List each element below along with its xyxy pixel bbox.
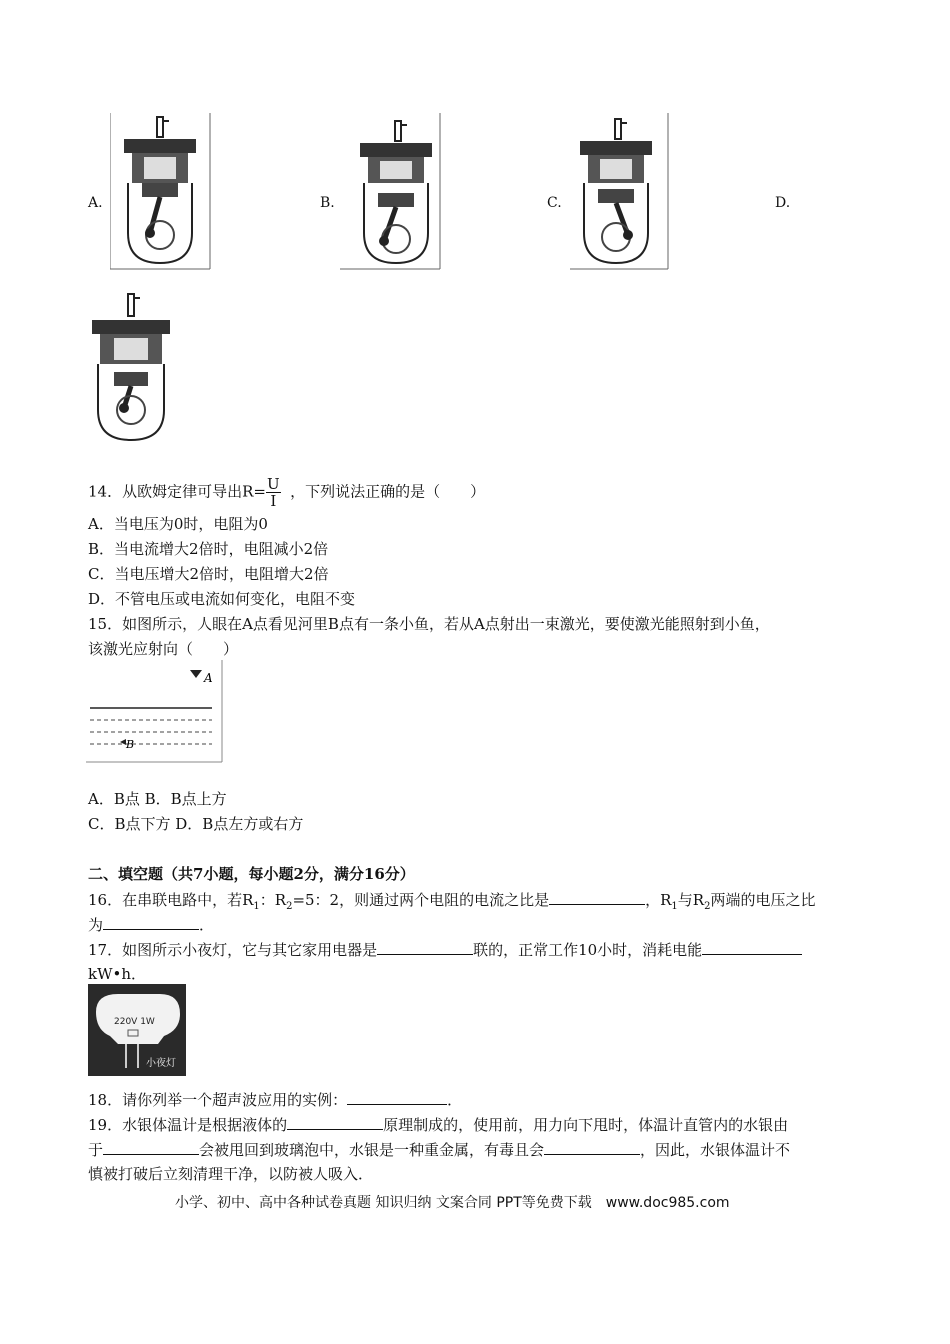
q14-stem-suffix: ，下列说法正确的是（ ） bbox=[290, 482, 486, 501]
q15-stem-line2: 该激光应射向（ ） bbox=[88, 640, 239, 658]
q15-options-line1: A．B点 B．B点上方 bbox=[88, 790, 227, 808]
q17-line1 bbox=[88, 939, 802, 960]
q16-line1 bbox=[88, 889, 815, 917]
engine-diagram-b bbox=[340, 113, 442, 271]
q17-text-2: 联的，正常工作10小时，消耗电能 bbox=[473, 941, 703, 959]
q19-text-3: 于 bbox=[88, 1141, 104, 1159]
option-label-a: A. bbox=[88, 195, 103, 211]
q18-suffix: ． bbox=[447, 1091, 463, 1109]
q16-text-4: ，R bbox=[645, 891, 672, 909]
river-fish-diagram bbox=[86, 660, 226, 764]
q19-line1 bbox=[88, 1114, 788, 1135]
point-a-label: A bbox=[204, 671, 213, 685]
q19-text-4: 会被甩回到玻璃泡中，水银是一种重金属，有毒且会 bbox=[199, 1141, 545, 1159]
q18-blank[interactable] bbox=[347, 1089, 447, 1105]
engine-diagram-c bbox=[570, 113, 672, 271]
fraction-numerator: U bbox=[266, 475, 280, 493]
q18-text: 18．请你列举一个超声波应用的实例： bbox=[88, 1091, 348, 1109]
q16-text-2: ：R bbox=[259, 891, 287, 909]
engine-diagram-d bbox=[88, 288, 182, 444]
q19-line2 bbox=[88, 1139, 790, 1160]
q16-sub-2: 2 bbox=[286, 901, 293, 912]
fraction-denominator: I bbox=[270, 492, 277, 510]
q16-text-1: 16．在串联电路中，若R bbox=[88, 891, 254, 909]
q17-line2: kW•h． bbox=[88, 965, 147, 983]
q14-option-d: D．不管电压或电流如何变化，电阻不变 bbox=[88, 590, 356, 608]
option-label-b: B. bbox=[320, 195, 335, 211]
q16-text-6: 两端的电压之比 bbox=[710, 891, 816, 909]
q15-stem-line1: 15．如图所示，人眼在A点看见河里B点有一条小鱼，若从A点射出一束激光，要使激光能照射到小鱼， bbox=[88, 615, 770, 633]
page-footer: 小学、初中、高中各种试卷真题 知识归纳 文案合同 PPT等免费下载 www.doc985.com bbox=[175, 1195, 730, 1211]
q16-line2-suffix: ． bbox=[199, 916, 215, 934]
q19-blank-2[interactable] bbox=[103, 1139, 199, 1155]
q14-option-b: B．当电流增大2倍时，电阻减小2倍 bbox=[88, 540, 329, 558]
q16-sub-3: 1 bbox=[671, 901, 678, 912]
point-b-label: B bbox=[126, 738, 135, 751]
q14-stem-prefix: 14．从欧姆定律可导出R= bbox=[88, 482, 266, 501]
q16-sub-4: 2 bbox=[704, 901, 711, 912]
lamp-name-label: 小夜灯 bbox=[146, 1058, 176, 1069]
q19-blank-1[interactable] bbox=[287, 1114, 383, 1130]
section-heading-fill-in: 二、填空题（共7小题，每小题2分，满分16分） bbox=[88, 865, 415, 883]
q16-text-3: =5：2，则通过两个电阻的电流之比是 bbox=[292, 891, 550, 909]
q16-line2 bbox=[88, 914, 214, 935]
q19-blank-3[interactable] bbox=[544, 1139, 640, 1155]
q19-text-5: ，因此，水银体温计不 bbox=[640, 1141, 791, 1159]
q19-text-2: 原理制成的，使用前，用力向下甩时，体温计直管内的水银由 bbox=[383, 1116, 789, 1134]
q16-line2-prefix: 为 bbox=[88, 916, 104, 934]
lamp-rating-label: 220V 1W bbox=[114, 1017, 155, 1027]
q17-text-1: 17．如图所示小夜灯，它与其它家用电器是 bbox=[88, 941, 378, 959]
q14-option-a: A．当电压为0时，电阻为0 bbox=[88, 515, 268, 533]
option-label-d: D. bbox=[775, 195, 791, 211]
eye-icon bbox=[190, 670, 202, 678]
q16-blank-1[interactable] bbox=[549, 889, 645, 905]
q17-blank-2[interactable] bbox=[702, 939, 802, 955]
q16-text-5: 与R bbox=[677, 891, 705, 909]
night-lamp-photo bbox=[88, 984, 186, 1076]
q14-option-c: C．当电压增大2倍时，电阻增大2倍 bbox=[88, 565, 329, 583]
engine-diagram-a bbox=[110, 113, 212, 271]
q18-line bbox=[88, 1089, 462, 1110]
q19-line3: 慎被打破后立刻清理干净，以防被人吸入． bbox=[88, 1165, 374, 1183]
q19-text-1: 19．水银体温计是根据液体的 bbox=[88, 1116, 288, 1134]
q15-options-line2: C．B点下方 D．B点左方或右方 bbox=[88, 815, 304, 833]
option-label-c: C. bbox=[547, 195, 562, 211]
q16-blank-2[interactable] bbox=[103, 914, 199, 930]
ohm-fraction bbox=[266, 476, 281, 509]
q16-sub-1: 1 bbox=[253, 901, 260, 912]
q14-stem bbox=[88, 476, 485, 509]
q17-blank-1[interactable] bbox=[377, 939, 473, 955]
